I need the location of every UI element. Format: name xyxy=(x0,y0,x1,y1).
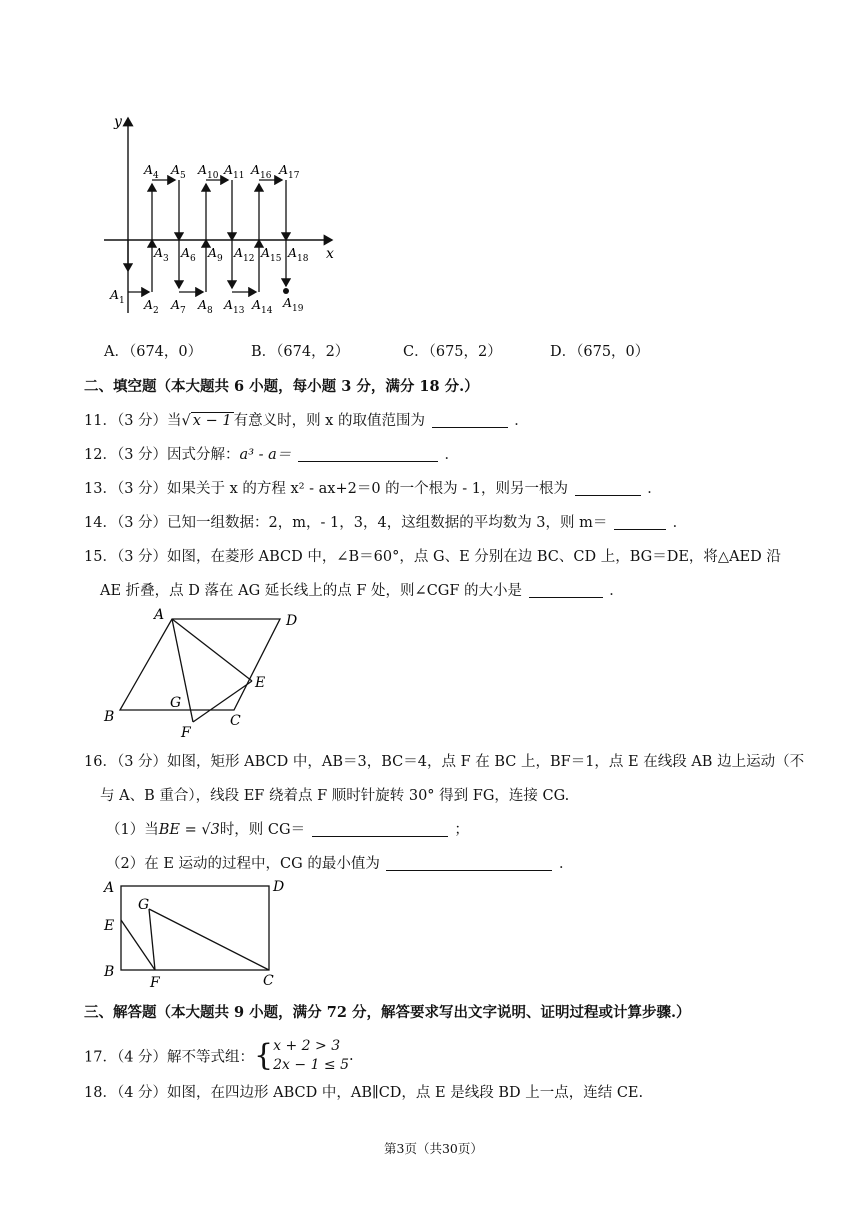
question-16-part1 xyxy=(106,818,469,839)
q16-part1-prefix: （1）当 xyxy=(106,822,159,838)
q17-inequality-2: 2x − 1 ≤ 5 xyxy=(273,1057,350,1073)
fig15-label-b: B xyxy=(104,709,115,725)
q10-option-d: D．（675，0） xyxy=(550,344,650,360)
rectangle-figure xyxy=(100,875,300,993)
point-label-a10: $A_{10}$ xyxy=(198,162,219,181)
question-16-line1: 16．（3 分）如图，矩形 ABCD 中，AB＝3，BC＝4，点 F 在 BC 上，BF＝1，点 E 在线段 AB 边上运动（不 xyxy=(84,754,805,770)
point-label-a2: $A_2$ xyxy=(144,297,159,316)
question-18: 18．（4 分）如图，在四边形 ABCD 中，AB∥CD，点 E 是线段 BD 上一点，连结 CE. xyxy=(84,1085,644,1101)
q12-end: ． xyxy=(444,447,459,463)
q12-prefix: 12．（3 分）因式分解： xyxy=(84,447,240,463)
point-label-a15: $A_{15}$ xyxy=(261,245,282,264)
q10-option-a: A．（674，0） xyxy=(104,344,203,360)
question-13 xyxy=(84,477,662,498)
fig15-label-d: D xyxy=(286,613,298,629)
fig16-label-f: F xyxy=(150,975,160,991)
graph-point-labels xyxy=(109,162,309,316)
fig16-label-g: G xyxy=(138,897,150,913)
q14-answer-blank[interactable] xyxy=(614,513,666,530)
fig15-label-c: C xyxy=(230,713,241,729)
q15-end: ． xyxy=(609,583,624,599)
point-label-a11: $A_{11}$ xyxy=(224,162,245,181)
rhombus-figure xyxy=(100,603,320,743)
point-label-a16: $A_{16}$ xyxy=(251,162,272,181)
q10-option-b: B．（674，2） xyxy=(251,344,350,360)
fig15-label-e: E xyxy=(255,675,266,691)
question-16-line2: 与 A、B 重合），线段 EF 绕着点 F 顺时针旋转 30° 得到 FG，连接 CG. xyxy=(100,788,570,804)
zigzag-graph xyxy=(100,108,350,323)
q10-option-c: C．（675，2） xyxy=(403,344,502,360)
x-axis-label: x xyxy=(326,246,334,262)
question-16-part2 xyxy=(106,852,574,873)
point-label-a14: $A_{14}$ xyxy=(252,297,273,316)
point-label-a12: $A_{12}$ xyxy=(234,245,255,264)
point-label-a6: $A_6$ xyxy=(181,245,196,264)
q14-end: ． xyxy=(672,515,688,531)
question-15-line2 xyxy=(100,579,624,600)
fig16-label-c: C xyxy=(263,973,274,989)
q11-suffix: 有意义时，则 x 的取值范围为 xyxy=(233,413,425,429)
point-label-a5: $A_5$ xyxy=(171,162,186,181)
q15-line2-text: AE 折叠，点 D 落在 AG 延长线上的点 F 处，则∠CGF 的大小是 xyxy=(100,583,523,599)
question-14 xyxy=(84,511,687,532)
page-footer: 第3页（共30页） xyxy=(384,1141,483,1156)
q17-end: . xyxy=(349,1048,354,1064)
point-label-a13: $A_{13}$ xyxy=(224,297,245,316)
q16-part1-end: ； xyxy=(454,822,469,838)
q16-part2-text: （2）在 E 运动的过程中，CG 的最小值为 xyxy=(106,856,380,872)
point-label-a9: $A_9$ xyxy=(208,245,223,264)
point-label-a1: $A_1$ xyxy=(110,287,125,306)
q15-answer-blank[interactable] xyxy=(529,581,603,598)
q17-brace-icon: { xyxy=(254,1038,274,1073)
q17-prefix: 17．（4 分）解不等式组： xyxy=(84,1049,255,1066)
q14-text: 14．（3 分）已知一组数据：2，m，- 1，3，4，这组数据的平均数为 3，则 m＝ xyxy=(84,515,608,531)
point-label-a7: $A_7$ xyxy=(171,297,186,316)
fig15-label-f: F xyxy=(181,725,191,741)
fig16-label-d: D xyxy=(273,879,285,895)
fig16-label-b: B xyxy=(104,964,115,980)
q13-answer-blank[interactable] xyxy=(575,479,641,496)
fig15-label-g: G xyxy=(170,695,182,711)
q13-text: 13．（3 分）如果关于 x 的方程 x² - ax+2＝0 的一个根为 - 1，则另一根为 xyxy=(84,481,569,497)
fig15-label-a: A xyxy=(154,607,165,623)
section3-title: 三、解答题（本大题共 9 小题，满分 72 分，解答要求写出文字说明、证明过程或计算步骤.） xyxy=(84,1004,691,1021)
q11-radicand: x − 1 xyxy=(192,413,232,429)
point-label-a18: $A_{18}$ xyxy=(288,245,309,264)
y-axis-label: y xyxy=(114,114,122,130)
q12-expression: a³ - a＝ xyxy=(239,447,292,463)
q16-part1-expression: BE = √3 xyxy=(158,822,220,838)
q17-inequality-1: x + 2 > 3 xyxy=(273,1038,341,1054)
fig16-label-e: E xyxy=(104,918,115,934)
question-12 xyxy=(84,443,459,464)
point-label-a3: $A_3$ xyxy=(154,245,169,264)
point-label-a17: $A_{17}$ xyxy=(279,162,300,181)
point-label-a19: $A_{19}$ xyxy=(283,295,304,314)
question-11: 11．（3 分）当√ x − 1 有意义时，则 x 的取值范围为 ． xyxy=(84,413,529,429)
q11-end: ． xyxy=(514,413,529,429)
point-label-a8: $A_8$ xyxy=(198,297,213,316)
q16-part1-suffix: 时，则 CG＝ xyxy=(219,822,306,838)
q11-prefix: 11．（3 分）当 xyxy=(84,413,182,429)
question-15-line1: 15．（3 分）如图，在菱形 ABCD 中，∠B＝60°，点 G、E 分别在边 BC、CD 上，BG＝DE，将△AED 沿 xyxy=(84,549,781,565)
section2-title: 二、填空题（本大题共 6 小题，每小题 3 分，满分 18 分.） xyxy=(84,378,479,395)
q16-part2-end: ． xyxy=(559,856,574,872)
fig16-label-a: A xyxy=(104,880,115,896)
q13-end: ． xyxy=(647,481,662,497)
point-label-a4: $A_4$ xyxy=(144,162,159,181)
q12-answer-blank[interactable] xyxy=(298,445,438,462)
q16-part1-answer-blank[interactable] xyxy=(312,820,448,837)
q11-answer-blank[interactable] xyxy=(432,411,508,428)
question-17 xyxy=(84,1037,354,1075)
q16-part2-answer-blank[interactable] xyxy=(386,854,552,871)
